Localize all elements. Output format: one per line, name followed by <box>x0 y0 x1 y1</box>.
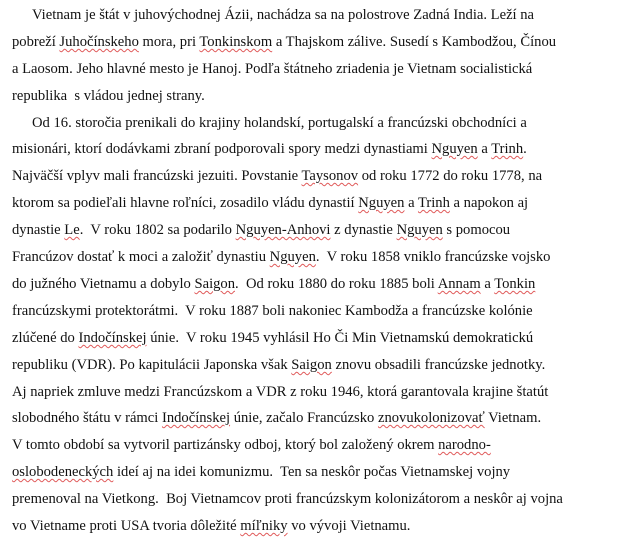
text-line-13: zlúčené do Indočínskej únie. V roku 1945 vyhlásil Ho Či Min Vietnamskú demokratickú <box>12 330 534 346</box>
spellcheck-flagged-word: Taysonov <box>301 168 359 184</box>
spellcheck-flagged-word: Tonkinskom <box>199 34 273 50</box>
spellcheck-flagged-word: Nguyen <box>358 195 405 211</box>
spellcheck-flagged-word: Saigon <box>291 357 332 373</box>
spellcheck-flagged-word: narodno- <box>438 437 491 453</box>
text-line-18: oslobodeneckých ideí aj na idei komunizmu. Ten sa neskôr počas Vietnamskej vojny <box>12 464 511 480</box>
text-line-1: Vietnam je štát v juhovýchodnej Ázii, nachádza sa na polostrove Zadná India. Leží na <box>32 7 535 23</box>
spellcheck-flagged-word: Tonkin <box>494 276 536 292</box>
spellcheck-flagged-word: Indočínskej <box>161 410 231 426</box>
text-line-2: pobreží Juhočínskeho mora, pri Tonkinskom a Thajskom zálive. Susedí s Kambodžou, Čínou <box>12 34 557 50</box>
text-line-4: republika s vládou jednej strany. <box>12 88 205 104</box>
spellcheck-flagged-word: Juhočínskeho <box>59 34 139 50</box>
spellcheck-flagged-word: Le <box>64 222 80 238</box>
text-line-8: ktorom sa podieľali hlavne roľníci, zosadilo vládu dynastií Nguyen a Trinh a napokon aj <box>12 195 529 211</box>
spellcheck-flagged-word: Nguyen-Anhovi <box>235 222 331 238</box>
spellcheck-flagged-word: Trinh <box>491 141 524 157</box>
text-line-3: a Laosom. Jeho hlavné mesto je Hanoj. Podľa štátneho zriadenia je Vietnam socialistická <box>12 61 533 77</box>
spellcheck-flagged-word: míľniky <box>240 518 288 534</box>
text-line-10: Francúzov dostať k moci a založiť dynastiu Nguyen. V roku 1858 vniklo francúzske vojsko <box>12 249 551 265</box>
spellcheck-flagged-word: Nguyen <box>431 141 478 157</box>
spellcheck-flagged-word: znovukolonizovať <box>377 410 485 426</box>
text-line-7: Najväčší vplyv mali francúzski jezuiti. Povstanie Taysonov od roku 1772 do roku 1778, na <box>12 168 543 184</box>
spellcheck-flagged-word: Nguyen <box>396 222 443 238</box>
spellcheck-flagged-word: Trinh <box>417 195 450 211</box>
spellcheck-flagged-word: Saigon <box>194 276 236 292</box>
text-line-14: republiku (VDR). Po kapitulácii Japonska však Saigon znovu obsadili francúzske jednotky. <box>12 357 546 373</box>
text-line-11: do južného Vietnamu a dobylo Saigon. Od roku 1880 do roku 1885 boli Annam a Tonkin <box>12 276 536 292</box>
spellcheck-flagged-word: Indočínskej <box>78 330 147 346</box>
text-line-12: francúzskymi protektorátmi. V roku 1887 boli nakoniec Kambodža a francúzske kolónie <box>12 303 533 319</box>
text-line-20: vo Vietname proti USA tvoria dôležité míľniky vo vývoji Vietnamu. <box>12 518 411 534</box>
text-line-19: premenoval na Vietkong. Boj Vietnamcov proti francúzskym kolonizátorom a neskôr aj vojna <box>12 491 563 507</box>
text-line-9: dynastie Le. V roku 1802 sa podarilo Nguyen-Anhovi z dynastie Nguyen s pomocou <box>12 222 511 238</box>
text-line-5: Od 16. storočia prenikali do krajiny holandskí, portugalskí a francúzski obchodníci a <box>32 115 527 131</box>
text-line-17: V tomto období sa vytvoril partizánsky odboj, ktorý bol založený okrem narodno- <box>12 437 491 453</box>
text-line-16: slobodného štátu v rámci Indočínskej únie, začalo Francúzsko znovukolonizovať Vietnam. <box>12 410 542 426</box>
spellcheck-flagged-word: Annam <box>437 276 481 292</box>
spellcheck-flagged-word: oslobodeneckých <box>12 464 114 480</box>
text-line-15: Aj napriek zmluve medzi Francúzskom a VDR z roku 1946, ktorá garantovala krajine štatút <box>12 384 549 400</box>
text-line-6: misionári, ktorí dodávkami zbraní podporovali spory medzi dynastiami Nguyen a Trinh. <box>12 141 527 157</box>
spellcheck-flagged-word: Nguyen <box>269 249 316 265</box>
